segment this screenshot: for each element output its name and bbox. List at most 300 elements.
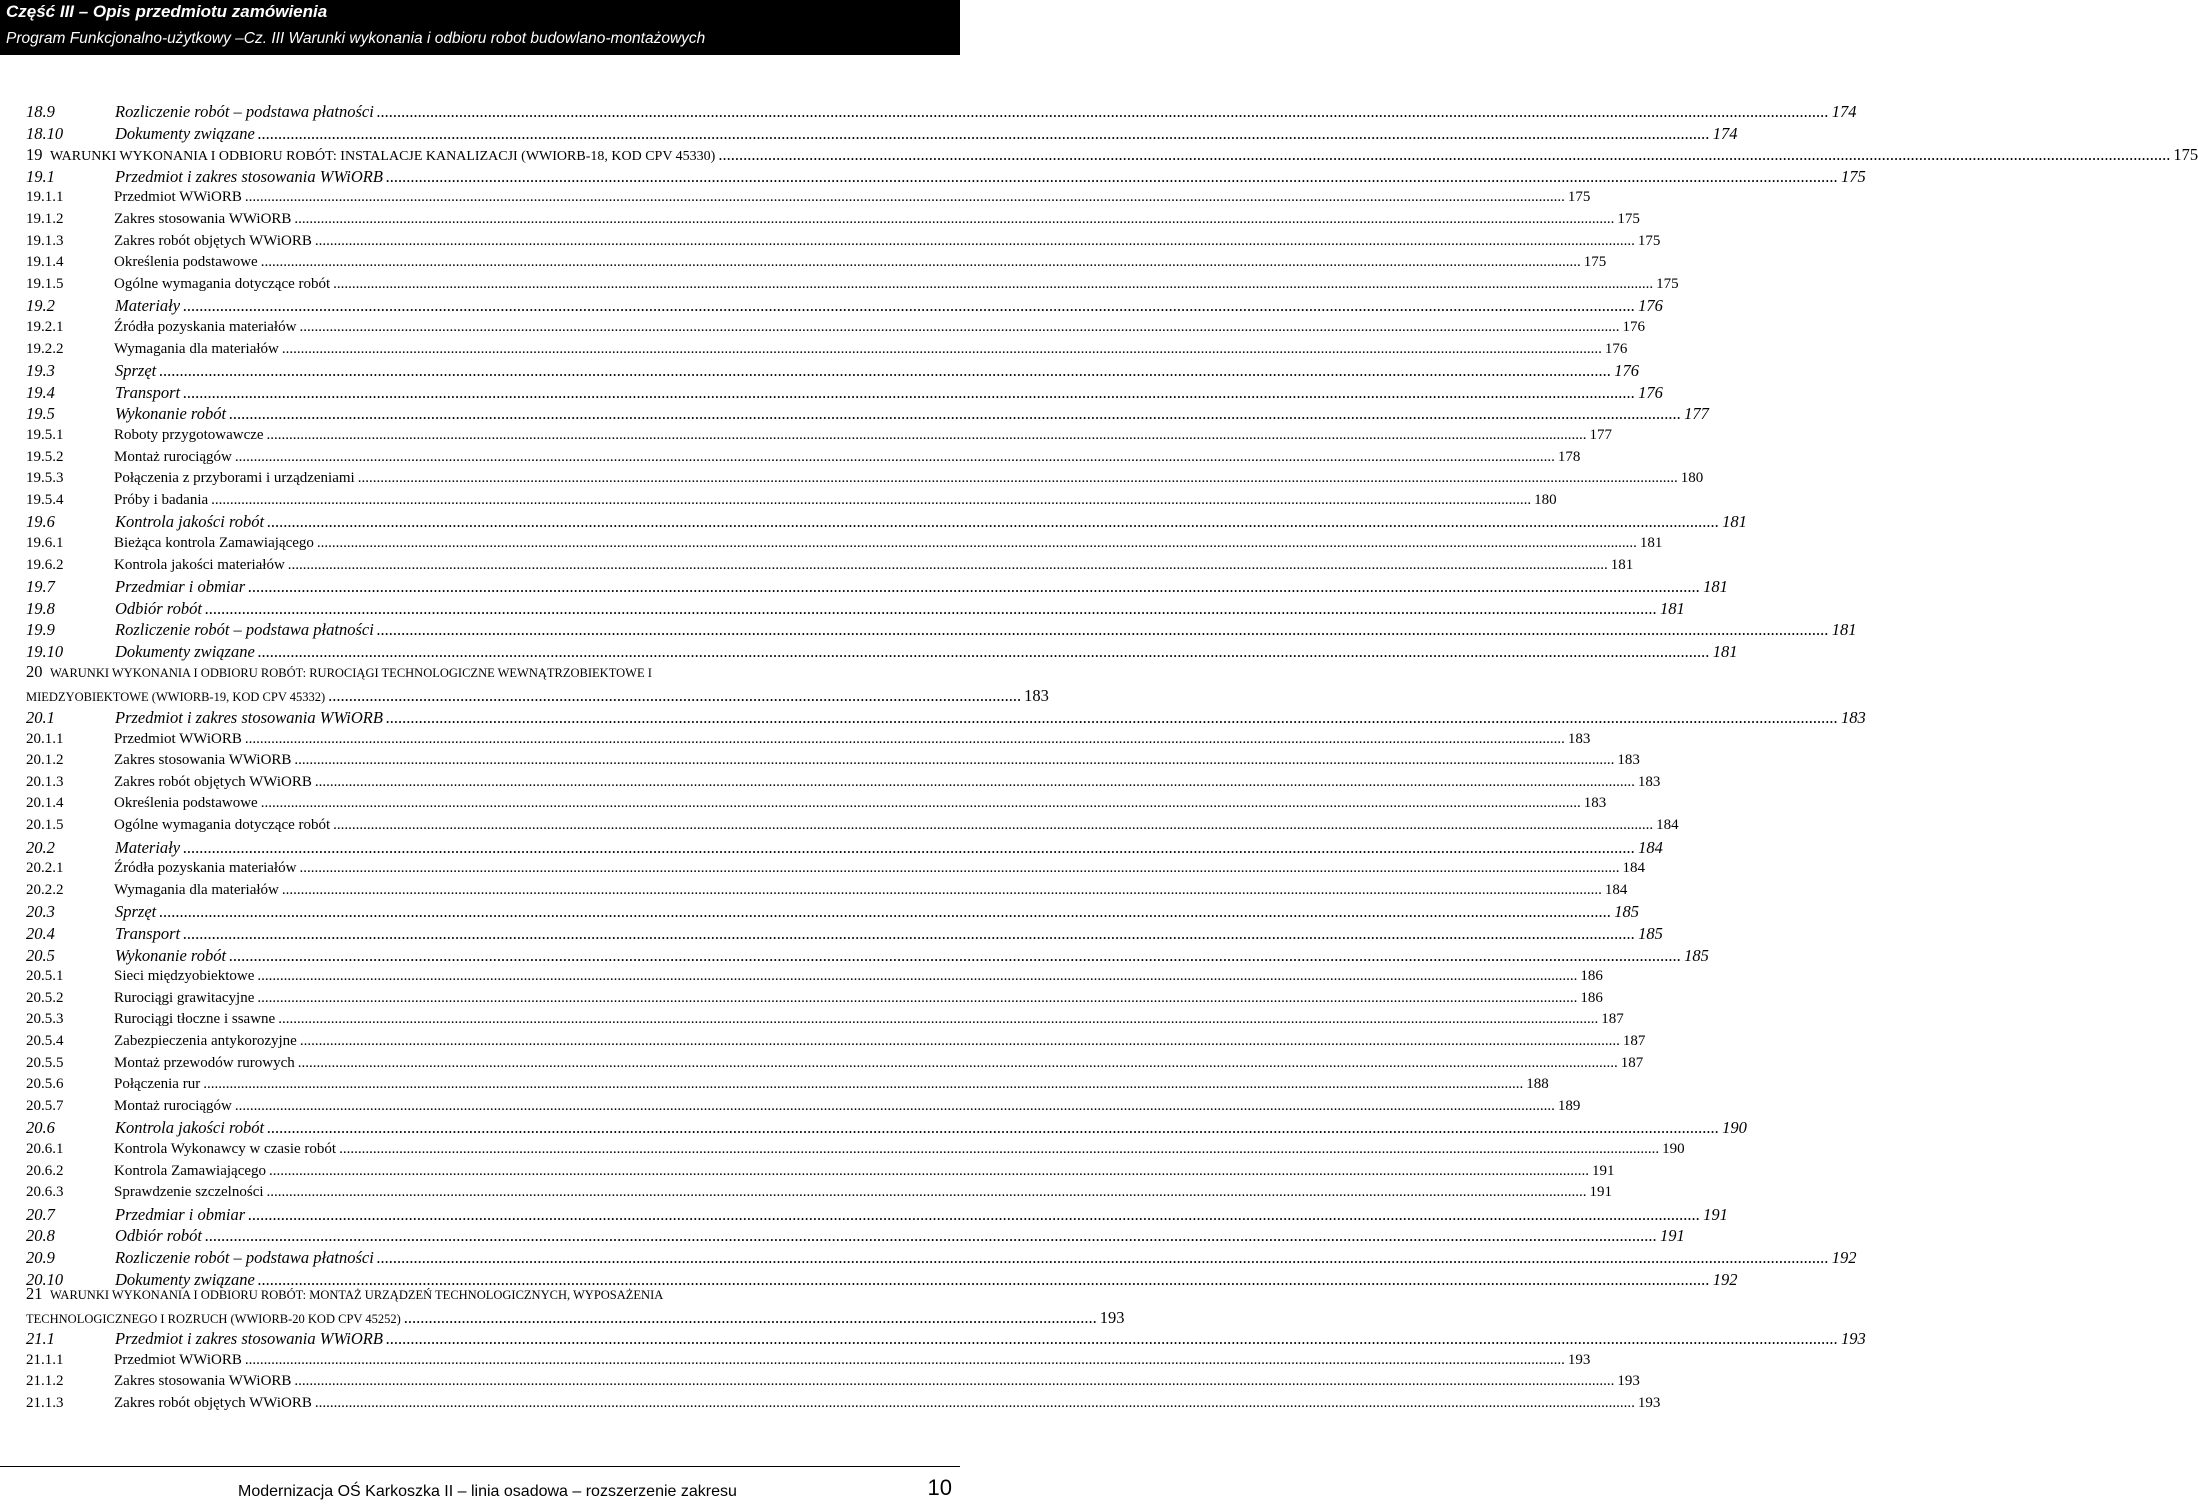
toc-entry-number: 20.7 [26, 1204, 55, 1224]
toc-chapter-21[interactable] [26, 1283, 1125, 1328]
toc-page-number: 191 [1659, 1226, 1685, 1246]
toc-leader: ........................................................................................................................................................................ [403, 1308, 1097, 1327]
toc-entry[interactable] [26, 252, 1607, 273]
toc-leader [211, 490, 1531, 511]
toc-entry-title: Przedmiot WWiORB [114, 189, 242, 206]
toc-page-number: 185 [1614, 902, 1639, 922]
toc-leader [235, 1096, 1555, 1117]
toc-entry[interactable] [26, 858, 1645, 879]
toc-entry[interactable] [26, 1350, 1591, 1371]
toc-entry[interactable] [26, 447, 1581, 468]
toc-entry-title: Zakres robót objętych WWiORB [114, 1394, 312, 1411]
toc-page-number: 185 [1638, 924, 1663, 943]
toc-entry-number: 20.6 [26, 1118, 55, 1138]
toc-page-number: 183 [1024, 686, 1049, 705]
toc-leader [248, 576, 1700, 597]
toc-entry-title: Odbiór robót [115, 1226, 202, 1246]
toc-page-number: 187 [1601, 1011, 1624, 1028]
toc-entry[interactable] [26, 1393, 1661, 1414]
toc-entry[interactable] [26, 1096, 1581, 1117]
toc-entry-title: Dokumenty związane [115, 1269, 255, 1289]
toc-page-number: 183 [1583, 795, 1607, 812]
toc-entry-number: 20.5 [26, 945, 55, 965]
toc-page-number: 181 [1639, 535, 1663, 551]
toc-entry-title: Źródła pozyskania materiałów [114, 319, 297, 335]
toc-page-number: 188 [1526, 1076, 1549, 1093]
toc-entry[interactable] [26, 187, 1591, 208]
toc-entry[interactable] [26, 1247, 1857, 1268]
toc-entry[interactable] [26, 1328, 1866, 1349]
toc-entry-number: 20.6.1 [26, 1141, 64, 1157]
toc-page-number: 184 [1656, 817, 1679, 833]
toc-entry-number: 19.1 [26, 166, 55, 186]
toc-leader [267, 1182, 1587, 1203]
toc-entry-number: 20.8 [26, 1226, 55, 1246]
toc-page-number: 190 [1722, 1118, 1747, 1138]
toc-entry-title: Dokumenty związane [115, 642, 255, 661]
toc-entry-number: 19.9 [26, 620, 55, 640]
toc-entry-title: Zakres robót objętych WWiORB [114, 232, 312, 249]
toc-leader [229, 403, 1681, 424]
toc-entry-number: 20.6.3 [26, 1184, 64, 1201]
toc-leader [299, 858, 1619, 879]
toc-entry[interactable] [26, 382, 1663, 403]
toc-entry-number: 19.5.2 [26, 448, 64, 465]
toc-entry-title: Dokumenty związane [115, 123, 255, 143]
toc-entry-number: 19.4 [26, 382, 55, 402]
toc-leader [257, 966, 1577, 987]
toc-leader [298, 1053, 1618, 1074]
toc-page-number: 174 [1712, 123, 1738, 143]
toc-entry-number: 19.10 [26, 642, 64, 661]
toc-entry[interactable] [26, 1009, 1624, 1030]
toc-leader [258, 123, 1710, 144]
toc-entry[interactable] [26, 837, 1663, 858]
toc-entry[interactable] [26, 425, 1613, 446]
footer-page-number: 10 [927, 1475, 952, 1500]
toc-entry-title: Kontrola Wykonawcy w czasie robót [114, 1141, 337, 1157]
toc-entry-number: 20.1.3 [26, 773, 64, 790]
toc-entry[interactable] [26, 209, 1640, 230]
toc-entry-number: 20.5.1 [26, 968, 64, 985]
toc-page-number: 176 [1638, 296, 1663, 316]
toc-entry-title: Przedmiot WWiORB [114, 1351, 242, 1368]
toc-entry-number: 21.1 [26, 1329, 55, 1348]
toc-page-number: 175 [1840, 166, 1866, 186]
toc-entry-number: 19.6.2 [26, 556, 64, 573]
toc-entry-number: 20.1.5 [26, 817, 64, 833]
toc-page-number: 174 [1831, 102, 1857, 121]
toc-leader [245, 729, 1565, 750]
toc-entry-number: 19.6 [26, 512, 55, 532]
chapter-title-line1: WARUNKI WYKONANIA I ODBIORU ROBÓT: RUROCIĄGI TECHNOLOGICZNE WEWNĄTRZOBIEKTOWE I [50, 666, 652, 680]
toc-entry[interactable] [26, 166, 1866, 187]
toc-entry-number: 20.6.2 [26, 1162, 64, 1179]
toc-page-number: 175 [1583, 254, 1607, 271]
toc-entry-number: 19.1.3 [26, 232, 64, 249]
toc-entry[interactable] [26, 1182, 1613, 1203]
toc-entry-number: 20.1.2 [26, 752, 64, 769]
toc-entry-number: 19.5.1 [26, 427, 64, 443]
toc-entry-number: 21.1.1 [26, 1351, 64, 1368]
toc-entry-number: 20.5.5 [26, 1054, 64, 1071]
toc-page-number: 189 [1557, 1097, 1581, 1114]
toc-entry[interactable] [26, 1371, 1640, 1392]
toc-entry[interactable] [26, 729, 1591, 750]
toc-entry-title: Wykonanie robót [115, 945, 227, 965]
toc-leader [258, 641, 1710, 662]
toc-entry-title: Przedmiar i obmiar [115, 577, 246, 597]
toc-entry-number: 19.2.1 [26, 319, 64, 335]
toc-entry[interactable] [26, 403, 1709, 424]
toc-entry-title: Sprzęt [115, 902, 157, 922]
toc-entry-number: 19.5.3 [26, 470, 64, 487]
toc-leader [377, 101, 1829, 122]
toc-entry[interactable] [26, 988, 1603, 1009]
toc-page-number: 192 [1712, 1269, 1738, 1289]
toc-entry[interactable] [26, 1204, 1728, 1225]
toc-entry-number: 20.1 [26, 708, 55, 727]
toc-entry-title: Materiały [115, 837, 181, 857]
toc-leader [248, 1204, 1700, 1225]
document-title: Część III – Opis przedmiotu zamówienia [6, 2, 328, 21]
toc-entry-title: Materiały [115, 296, 181, 316]
toc-entry-title: Przedmiot i zakres stosowania WWiORB [115, 1329, 383, 1348]
toc-page-number: 183 [1637, 773, 1661, 790]
toc-page-number: 181 [1831, 620, 1857, 640]
toc-entry-title: Kontrola jakości robót [115, 1118, 265, 1138]
toc-page-number: 193 [1567, 1351, 1591, 1368]
toc-entry-number: 19.1.2 [26, 211, 64, 227]
toc-entry-title: Montaż rurociągów [114, 448, 232, 465]
toc-leader [183, 923, 1635, 944]
toc-leader [267, 511, 1719, 532]
toc-entry-title: Ogólne wymagania dotyczące robót [114, 275, 331, 292]
toc-entry-title: Przedmiot WWiORB [114, 730, 242, 747]
toc-page-number: 187 [1622, 1033, 1646, 1049]
toc-entry[interactable] [26, 750, 1640, 771]
toc-page-number: 192 [1831, 1248, 1857, 1267]
toc-page-number: 175 [2173, 145, 2198, 165]
toc-entry-title: Transport [115, 382, 181, 402]
toc-entry-title: Wymagania dla materiałów [114, 881, 279, 898]
toc-entry-number: 20.2 [26, 837, 55, 857]
toc-entry[interactable] [26, 511, 1747, 532]
toc-entry-number: 20.9 [26, 1248, 55, 1267]
toc-leader [235, 447, 1555, 468]
toc-entry-number: 21.1.3 [26, 1394, 64, 1411]
toc-page-number: 186 [1580, 968, 1603, 985]
toc-entry[interactable] [26, 923, 1663, 944]
toc-entry-title: Źródła pozyskania materiałów [114, 860, 297, 877]
footer-text: Modernizacja OŚ Karkoszka II – linia osadowa – rozszerzenie zakresu [238, 1483, 737, 1500]
toc-page-number: 176 [1638, 382, 1663, 402]
toc-entry-title: Roboty przygotowawcze [114, 427, 264, 443]
toc-entry-title: Zakres robót objętych WWiORB [114, 773, 312, 790]
toc-entry-title: Określenia podstawowe [114, 254, 258, 271]
toc-leader [386, 166, 1838, 187]
toc-leader [294, 1371, 1614, 1392]
toc-entry-number: 19.1.4 [26, 254, 64, 271]
toc-entry[interactable] [26, 966, 1603, 987]
toc-entry-title: Odbiór robót [115, 598, 202, 618]
toc-entry-title: Rurociągi grawitacyjne [114, 989, 255, 1006]
toc-leader [205, 1225, 1657, 1246]
toc-entry[interactable] [26, 1225, 1685, 1246]
chapter-title-line2: TECHNOLOGICZNEGO I ROZRUCH (WWIORB-20 KOD CPV 45252) [26, 1312, 401, 1326]
toc-page-number: 193 [1840, 1329, 1866, 1348]
toc-entry-title: Przedmiar i obmiar [115, 1204, 246, 1224]
toc-leader [386, 707, 1838, 728]
toc-entry-number: 19.1.1 [26, 189, 64, 206]
toc-entry-title: Połączenia rur [114, 1076, 201, 1093]
toc-entry-number: 18.9 [26, 102, 55, 121]
toc-entry[interactable] [26, 123, 1738, 144]
toc-leader [315, 772, 1635, 793]
toc-leader [315, 1393, 1635, 1414]
toc-entry-number: 21.1.2 [26, 1373, 64, 1390]
toc-leader [267, 425, 1587, 446]
toc-entry[interactable] [26, 339, 1628, 360]
toc-entry-number: 19.1.5 [26, 275, 64, 292]
toc-entry-title: Montaż rurociągów [114, 1097, 232, 1114]
toc-entry[interactable] [26, 772, 1661, 793]
toc-leader [333, 274, 1653, 295]
toc-entry[interactable] [26, 1161, 1615, 1182]
toc-entry-title: Sieci międzyobiektowe [114, 968, 255, 985]
toc-entry-number: 19.8 [26, 598, 55, 618]
toc-entry[interactable] [26, 1031, 1646, 1052]
toc-page-number: 185 [1684, 945, 1709, 965]
toc-leader [377, 619, 1829, 640]
toc-entry[interactable] [26, 1074, 1549, 1095]
toc-entry-title: Próby i badania [114, 491, 209, 508]
toc-entry[interactable] [26, 945, 1709, 966]
toc-entry-number: 19.5.4 [26, 491, 64, 508]
toc-leader [282, 880, 1602, 901]
toc-leader [386, 1328, 1838, 1349]
toc-leader [183, 382, 1635, 403]
toc-entry-title: Kontrola Zamawiającego [114, 1162, 267, 1179]
toc-page-number: 184 [1622, 860, 1645, 877]
toc-page-number: 191 [1592, 1162, 1615, 1179]
toc-page-number: 180 [1534, 491, 1557, 508]
toc-leader [261, 252, 1581, 273]
toc-entry[interactable] [26, 555, 1634, 576]
toc-entry-number: 19 [26, 145, 43, 165]
toc-leader [278, 1009, 1598, 1030]
toc-leader [294, 209, 1614, 230]
toc-leader [300, 1031, 1620, 1052]
toc-page-number: 193 [1617, 1373, 1640, 1390]
toc-entry-number: 20.5.4 [26, 1033, 64, 1049]
toc-leader [203, 1074, 1523, 1095]
toc-entry[interactable] [26, 490, 1557, 511]
toc-entry[interactable] [26, 815, 1679, 836]
toc-entry-number: 20.10 [26, 1269, 64, 1289]
toc-entry-title: Zabezpieczenia antykorozyjne [114, 1033, 297, 1049]
toc-page-number: 190 [1662, 1141, 1685, 1157]
document-subtitle: Program Funkcjonalno-użytkowy –Cz. III Warunki wykonania i odbioru robot budowlano-montażowych [6, 30, 706, 47]
toc-entry-number: 20.5.7 [26, 1097, 64, 1114]
toc-entry[interactable] [26, 619, 1857, 640]
toc-entry-title: Przedmiot i zakres stosowania WWiORB [115, 708, 383, 727]
toc-entry[interactable] [26, 793, 1607, 814]
toc-entry-title: Rozliczenie robót – podstawa płatności [115, 1248, 374, 1267]
toc-leader [267, 1117, 1719, 1138]
toc-entry-title: Połączenia z przyborami i urządzeniami [114, 470, 355, 487]
toc-entry-title: Rozliczenie robót – podstawa płatności [115, 620, 374, 640]
toc-page-number: 176 [1622, 319, 1645, 335]
toc-entry[interactable] [26, 360, 1639, 381]
toc-leader [183, 295, 1635, 316]
page-header [0, 0, 960, 55]
toc-page-number: 183 [1617, 752, 1640, 769]
toc-entry[interactable] [26, 641, 1738, 662]
toc-entry-title: Sprawdzenie szczelności [114, 1184, 264, 1201]
toc-page-number: 186 [1580, 989, 1603, 1006]
toc-page-number: 193 [1099, 1308, 1125, 1327]
toc-entry-title: Wykonanie robót [115, 404, 227, 424]
toc-entry-number: 19.6.1 [26, 535, 64, 551]
toc-leader [245, 187, 1565, 208]
toc-entry[interactable] [26, 317, 1645, 338]
chapter-number: 21 [26, 1284, 43, 1303]
toc-entry-title: Wymagania dla materiałów [114, 340, 279, 357]
toc-entry[interactable] [26, 144, 2198, 165]
toc-entry[interactable] [26, 295, 1663, 316]
toc-entry-number: 19.2.2 [26, 340, 64, 357]
chapter-number: 20 [26, 662, 43, 681]
toc-leader [358, 468, 1678, 489]
toc-entry[interactable] [26, 598, 1685, 619]
toc-entry[interactable] [26, 533, 1663, 554]
toc-entry-number: 20.5.3 [26, 1011, 64, 1028]
toc-page-number: 191 [1703, 1204, 1728, 1224]
page-footer [0, 1466, 960, 1504]
toc-entry[interactable] [26, 576, 1728, 597]
toc-page-number: 181 [1659, 598, 1685, 618]
toc-entry-title: Kontrola jakości robót [115, 512, 265, 532]
toc-page-number: 183 [1840, 708, 1866, 727]
toc-entry-title: Zakres stosowania WWiORB [114, 1373, 292, 1390]
toc-entry[interactable] [26, 274, 1679, 295]
toc-leader [159, 901, 1611, 922]
toc-leader [377, 1247, 1829, 1268]
toc-page-number: 184 [1638, 837, 1663, 857]
toc-entry-title: Montaż przewodów rurowych [114, 1054, 295, 1071]
toc-entry-title: Kontrola jakości materiałów [114, 556, 285, 573]
chapter-title-line2: MIEDZYOBIEKTOWE (WWIORB-19, KOD CPV 45332) [26, 690, 326, 704]
toc-leader [245, 1350, 1565, 1371]
toc-entry[interactable] [26, 231, 1661, 252]
toc-entry-title: Bieżąca kontrola Zamawiającego [114, 535, 314, 551]
toc-entry-title: Określenia podstawowe [114, 795, 258, 812]
toc-entry-number: 20.2.2 [26, 881, 64, 898]
toc-page-number: 175 [1617, 211, 1640, 227]
toc-entry-title: Rozliczenie robót – podstawa płatności [115, 102, 374, 121]
toc-entry[interactable] [26, 880, 1628, 901]
toc-leader [282, 339, 1602, 360]
toc-entry[interactable] [26, 101, 1857, 122]
toc-entry[interactable] [26, 468, 1704, 489]
toc-leader [317, 533, 1637, 554]
toc-chapter-20[interactable] [26, 661, 1049, 706]
toc-page-number: 191 [1589, 1184, 1613, 1201]
toc-page-number: 184 [1604, 881, 1628, 898]
toc-entry-number: 20.4 [26, 924, 55, 943]
chapter-title-line1: WARUNKI WYKONANIA I ODBIORU ROBÓT: MONTAŻ URZĄDZEŃ TECHNOLOGICZNYCH, WYPOSAŻENIA [50, 1288, 664, 1302]
toc-leader [299, 317, 1619, 338]
toc-leader [257, 988, 1577, 1009]
toc-page-number: 181 [1712, 642, 1738, 661]
toc-page-number: 181 [1610, 556, 1634, 573]
toc-page-number: 175 [1567, 189, 1591, 206]
toc-entry-title: Rurociągi tłoczne i ssawne [114, 1011, 276, 1028]
toc-entry-number: 20.5.6 [26, 1076, 64, 1093]
toc-leader [269, 1161, 1589, 1182]
toc-leader [315, 231, 1635, 252]
toc-page-number: 177 [1684, 404, 1709, 424]
toc-page-number: 193 [1637, 1394, 1661, 1411]
toc-page-number: 176 [1604, 340, 1628, 357]
toc-page-number: 177 [1589, 427, 1613, 443]
toc-entry[interactable] [26, 1053, 1644, 1074]
toc-entry-title: Transport [115, 924, 181, 943]
toc-entry-number: 20.3 [26, 902, 55, 922]
toc-page-number: 175 [1656, 275, 1679, 292]
toc-entry-number: 20.2.1 [26, 860, 64, 877]
toc-leader [229, 945, 1681, 966]
toc-entry-title: WARUNKI WYKONANIA I ODBIORU ROBÓT: INSTALACJE KANALIZACJI (WWIORB-18, KOD CPV 45330) [50, 149, 716, 165]
toc-page-number: 187 [1620, 1054, 1644, 1071]
toc-leader [205, 598, 1657, 619]
toc-leader [718, 144, 2170, 165]
toc-entry-title: Zakres stosowania WWiORB [114, 752, 292, 769]
toc-entry-number: 20.1.4 [26, 795, 64, 812]
toc-leader: ........................................................................................................................................................................ [328, 686, 1022, 705]
toc-leader [261, 793, 1581, 814]
toc-leader [333, 815, 1653, 836]
toc-entry-number: 19.3 [26, 361, 55, 381]
toc-leader [183, 837, 1635, 858]
toc-entry[interactable] [26, 1117, 1747, 1138]
toc-leader [288, 555, 1608, 576]
toc-entry[interactable] [26, 707, 1866, 728]
toc-page-number: 183 [1567, 730, 1591, 747]
toc-page-number: 178 [1557, 448, 1581, 465]
toc-entry-number: 20.5.2 [26, 989, 64, 1006]
toc-entry[interactable] [26, 901, 1639, 922]
toc-entry-title: Zakres stosowania WWiORB [114, 211, 292, 227]
toc-entry-number: 19.2 [26, 296, 55, 316]
toc-entry-number: 20.1.1 [26, 730, 64, 747]
toc-entry-number: 19.7 [26, 577, 55, 597]
toc-leader [294, 750, 1614, 771]
toc-leader [159, 360, 1611, 381]
toc-page-number: 175 [1637, 232, 1661, 249]
toc-page-number: 180 [1680, 470, 1704, 487]
toc-entry[interactable] [26, 1139, 1685, 1160]
toc-entry-number: 19.5 [26, 404, 55, 424]
toc-page-number: 181 [1722, 512, 1747, 532]
toc-page-number: 181 [1703, 577, 1728, 597]
toc-page-number: 176 [1614, 361, 1639, 381]
toc-entry-title: Przedmiot i zakres stosowania WWiORB [115, 166, 383, 186]
toc-entry-title: Ogólne wymagania dotyczące robót [114, 817, 331, 833]
toc-entry-title: Sprzęt [115, 361, 157, 381]
toc-leader [339, 1139, 1659, 1160]
